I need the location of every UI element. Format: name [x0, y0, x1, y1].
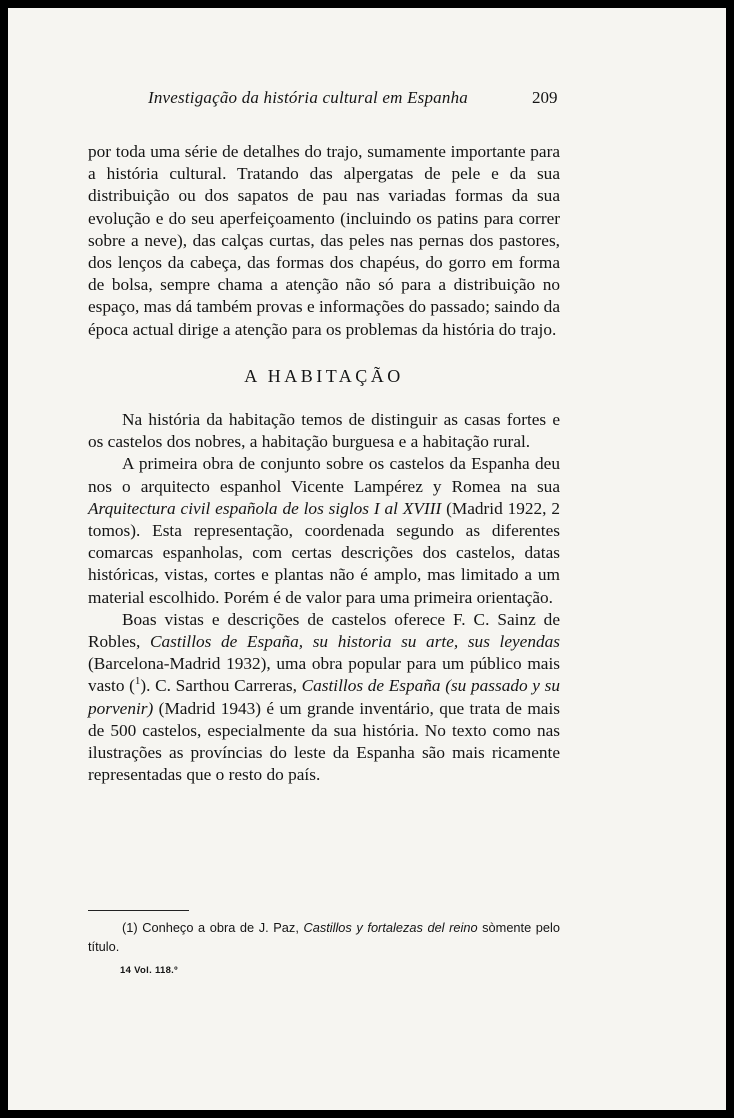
signature-mark: 14 Vol. 118.º: [120, 965, 178, 976]
book-title: Arquitectura civil española de los siglos I al XVIII: [88, 498, 442, 518]
footnote-reference: 1: [134, 675, 141, 688]
footnote: [88, 918, 560, 956]
footnote-marker: (1): [122, 920, 138, 935]
paragraph: [88, 453, 560, 608]
text-run: ). C. Sarthou Carreras,: [140, 676, 302, 696]
section-heading: A HABITAÇÃO: [244, 365, 404, 386]
paragraph: por toda uma série de detalhes do trajo, sumamente importante para a história cultural. Tratando das alpergatas de pele e da sua distribuição ou dos sapatos de pau nas variadas formas da sua evolução e do seu aperfeiçoamento (incluindo os patins para correr sobre a neve), das calças curtas, das peles nas pernas dos pastores, dos lenços da cabeça, das formas dos chapéus, do gorro em forma de bolsa, sempre chama a atenção não só para a distribuição no espaço, mas dá também provas e informações do passado; saindo da época actual dirige a atenção para os problemas da história do trajo.: [88, 142, 560, 339]
book-page: [8, 8, 726, 1110]
footnote-divider: [88, 910, 189, 911]
text-run: (Madrid 1943) é um grande inventário, que trata de mais de 500 castelos, especialmente da sua história. No texto como nas ilustrações as províncias do leste da Espanha são mais ricamente representadas que o resto do país.: [88, 698, 560, 785]
text-run: sòmente pelo título.: [88, 920, 560, 954]
body-text: [88, 141, 560, 786]
book-title: Castillos de España, su historia su arte, sus leyendas: [149, 632, 560, 652]
text-run: (Madrid 1922, 2 tomos). Esta representação, coordenada segundo as diferentes comarcas espanholas, com certas descrições dos castelos, datas históricas, vistas, cortes e plantas não é amplo, mas limitado a um material escolhido. Porém é de valor para uma primeira orientação.: [88, 498, 560, 607]
running-title: Investigação da história cultural em Espanha: [148, 88, 468, 107]
book-title: Castillos y fortalezas del reino: [303, 920, 478, 935]
text-run: (Barcelona-Madrid 1932), uma obra popular para um público mais vasto (: [88, 654, 560, 696]
text-run: A primeira obra de conjunto sobre os castelos da Espanha deu nos o arquitecto espanhol Vicente Lampérez y Romea na sua: [88, 454, 560, 496]
paragraph: Na história da habitação temos de distinguir as casas fortes e os castelos dos nobres, a habitação burguesa e a habitação rural.: [88, 410, 560, 452]
paragraph: [88, 609, 560, 787]
page-number: 209: [532, 88, 558, 107]
text-run: Boas vistas e descrições de castelos oferece F. C. Sainz de Robles,: [88, 609, 560, 652]
book-title: Castillos de España (su passado y su porvenir): [88, 676, 560, 718]
text-run: Conheço a obra de J. Paz,: [137, 920, 304, 935]
